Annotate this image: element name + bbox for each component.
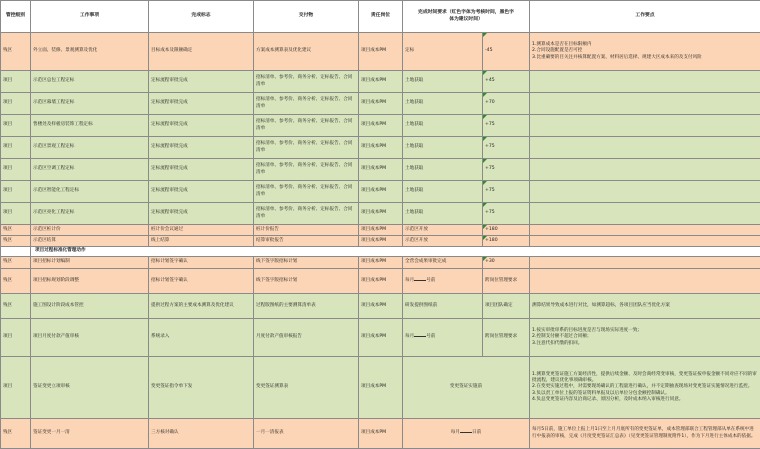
table-row: 残区 签证变更一月一清 三方核对确认 一月一清报表 项目成本PM 每月 日前 每月5日前，施工单位上报上月1日至上月月底所有的变更签证单，成本管理部联合工程管理部从单在系统中进行中报表的审核，完成《月度变更签证汇总表》（见变更签证管理制度附件1），作为下月进行主体成本的依据。 (1, 419, 760, 449)
table-row: 残区 示范区桩计价 桩计价会议通过 桩计价报告 项目成本PM 示范区开放 +180 (1, 225, 760, 236)
header-deliverable: 交付物 (254, 1, 359, 33)
table-row: 残区 项目招标规划阶段调整 招标计划签字确认 线下签字版招标计划 项目成本PM 每月 号前 跨岗位管理要求 (1, 269, 760, 294)
table-row: 残区 施工图设计阶段成本管控 提供过程方案的主要成本测算及优化建议 过程版图纸的主要测算清单表 项目成本PM 研发提供图纸前 项目团队确定 测算结果导致成本进行对比，如测算超标，各项目团队应当优化方案 (1, 294, 760, 319)
header-level: 管控级别 (1, 1, 31, 33)
table-row: 项目 示范区智能化工程定标 定标流程审批完成 招标清单、参考价、商务分析、定标报告、合同清单 项目成本PM 土地获取 +75 (1, 181, 760, 203)
header-task: 工作事项 (31, 1, 149, 33)
header-role: 责任岗位 (359, 1, 403, 33)
table-row: 残区 外立面、装修、景观测算及优化 目标成本及限额确定 方案成本测算表及优化建议 项目成本PM 定标 -45 1.测算成本是否在目标限额内 2.合同设施配置是否可控 3.比重确要的目关注并核算配置方案、材料居后选择、规建大区成本来的及支付风险 (1, 33, 760, 71)
table-row: 项目 售楼处及样板房装饰工程定标 定标流程审批完成 招标清单、参考价、商务分析、定标报告、合同清单 项目成本PM 土地获取 +75 (1, 115, 760, 137)
table-row: 残区 项目招标计划编制 招标计划签字确认 线下签字版招标计划 项目成本PM 全营会成果审批完成 +30 (1, 257, 760, 269)
section-row (1, 247, 760, 257)
header-points: 工作要点 (530, 1, 760, 33)
table-row: 项目 示范区幕墙工程定标 定标流程审批完成 招标清单、参考价、商务分析、定标报告、合同清单 项目成本PM 土地获取 +70 (1, 93, 760, 115)
table-row: 项目 示范区空调工程定标 定标流程审批完成 招标清单、参考价、商务分析、定标报告、合同清单 项目成本PM 土地获取 +75 (1, 159, 760, 181)
table-row: 项目 示范区总包工程定标 定标流程审批完成 招标清单、参考价、商务分析、定标报告、合同清单 项目成本PM 土地获取 +45 (1, 71, 760, 93)
table-row: 项目 项目月度付款产值审核 系统录入 月度付款产值审核报告 项目成本PM 每月 号前 跨岗位管理要求 1.按实审批审系的目标进度是否与现场实际进度一致； 2.控制支付额不超过合同额； 3.注意代扣代缴的扣回。 (1, 319, 760, 357)
header-row (1, 1, 760, 33)
table-row: 项目 示范区亮化工程定标 定标流程审批完成 招标清单、参考价、商务分析、定标报告、合同清单 项目成本PM 土地获取 +75 (1, 203, 760, 225)
section-title: 项目过程标准化管理动作 (31, 247, 760, 257)
table-row: 项目 签证变更立项审核 变更签证指令单下发 变更签证测算表 项目成本PM 变更签证实施前 1.测算变更签证施工方案经济性，提供后续金额、及时会商经常变审核，变更签证按申报金额不同对应不同的审批流程，建议优化事项确审核。 2.在变更实施过程中，对需要现场确认的工程量进行确认，并不定期抽查现场对变更签证实施情况进行监控。 3.负以责工单位上报的签证资料单报及以后单位分包金额控制确认。 4.负总变更签证内容及洽商记录、原因分析，及时成本纳入审核进行同意。 (1, 357, 760, 419)
table-row: 项目 示范区景观工程定标 定标流程审批完成 招标清单、参考价、商务分析、定标报告、合同清单 项目成本PM 土地获取 +75 (1, 137, 760, 159)
header-time: 完成时间要求（红色字体为考核时间，黑色字 体为建议时间） (403, 1, 530, 33)
header-done: 完成标志 (149, 1, 254, 33)
table-row: 残区 示范区结算 线上结算 结算审批报告 项目成本PM 示范区开放 +180 (1, 236, 760, 247)
